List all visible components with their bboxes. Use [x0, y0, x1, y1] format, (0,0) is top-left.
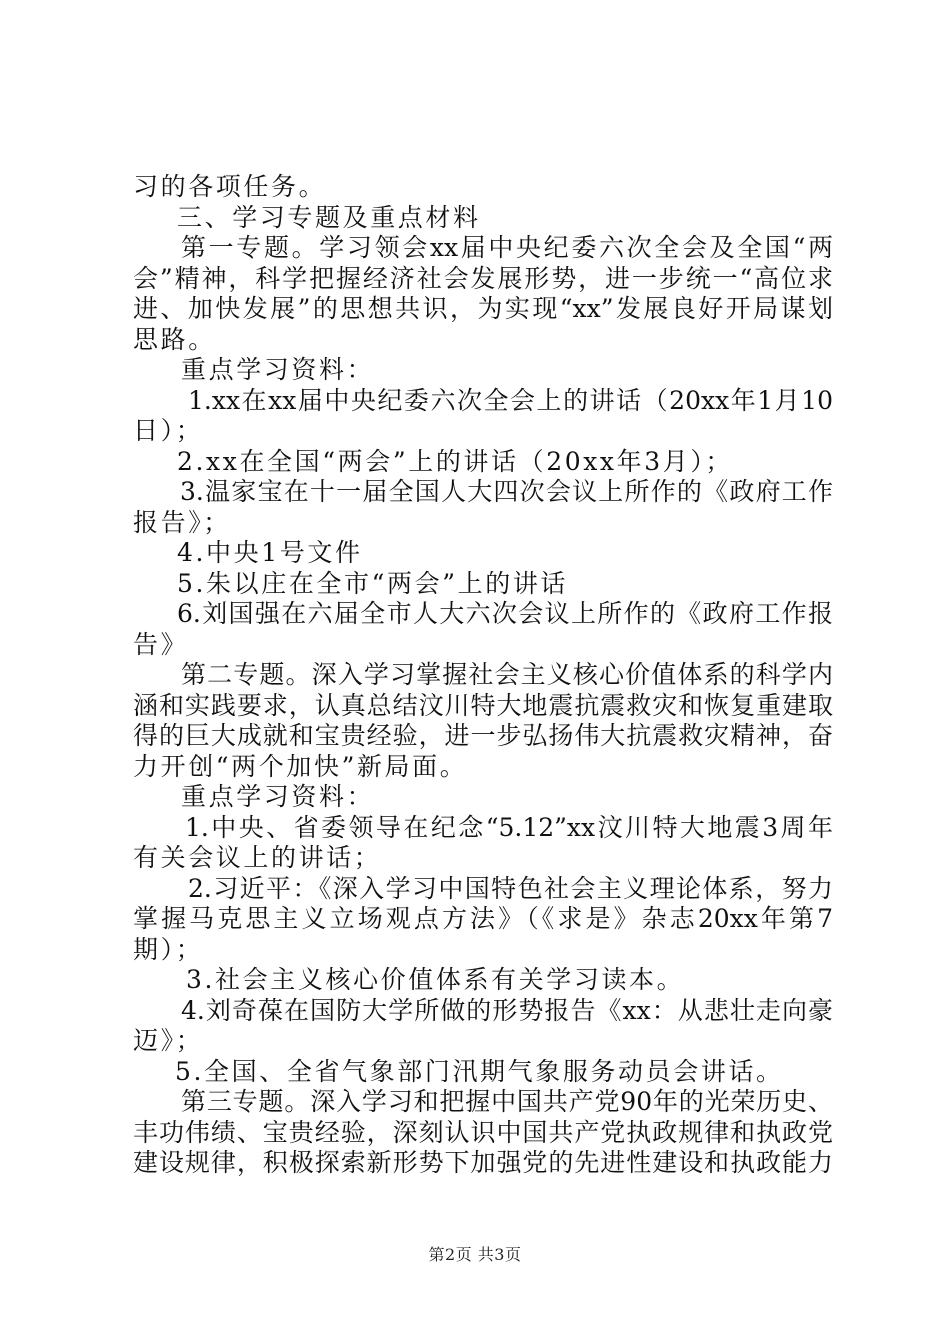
text-line: 第一专题。学习领会xx届中央纪委六次全会及全国“两	[181, 233, 833, 262]
text-line: 三、学习专题及重点材料	[177, 202, 481, 232]
text-line: 2.xx在全国“两会”上的讲话（20xx年3月）；	[177, 446, 734, 476]
text-line: 会”精神，科学把握经济社会发展形势，进一步统一“高位求	[133, 263, 833, 293]
text-line: 2.习近平：《深入学习中国特色社会主义理论体系，努力	[188, 873, 833, 903]
text-line: 习的各项任务。	[133, 172, 327, 201]
text-line: 5.全国、全省气象部门汛期气象服务动员会讲话。	[175, 1056, 784, 1086]
text-line: 4.中央1号文件	[177, 538, 363, 567]
text-line: 掌握马克思主义立场观点方法》（《求是》杂志20xx年第7	[133, 904, 833, 933]
text-line: 3.社会主义核心价值体系有关学习读本。	[186, 965, 685, 994]
text-line: 3.温家宝在十一届全国人大四次会议上所作的《政府工作	[180, 477, 833, 506]
text-line: 日）；	[133, 416, 204, 445]
text-line: 1.xx在xx届中央纪委六次全会上的讲话（20xx年1月10	[188, 385, 833, 415]
text-line: 涵和实践要求，认真总结汶川特大地震抗震救灾和恢复重建取	[133, 690, 833, 720]
text-line: 重点学习资料：	[181, 782, 375, 811]
text-line: 重点学习资料：	[181, 355, 375, 384]
text-line: 报告》；	[133, 507, 231, 537]
text-line: 建设规律，积极探索新形势下加强党的先进性建设和执政能力	[133, 1148, 833, 1177]
text-line: 丰功伟绩、宝贵经验，深刻认识中国共产党执政规律和执政党	[133, 1117, 833, 1147]
text-line: 进、加快发展”的思想共识，为实现“xx”发展良好开局谋划	[133, 294, 833, 323]
text-line: 4.刘奇葆在国防大学所做的形势报告《xx：从悲壮走向豪	[181, 995, 833, 1025]
text-line: 迈》；	[133, 1026, 204, 1055]
text-line: 6.刘国强在六届全市人大六次会议上所作的《政府工作报	[177, 599, 833, 628]
text-line: 第二专题。深入学习掌握社会主义核心价值体系的科学内	[181, 660, 833, 689]
text-line: 告》	[133, 629, 189, 659]
text-line: 有关会议上的讲话；	[133, 843, 382, 872]
text-line: 力开创“两个加快”新局面。	[133, 751, 468, 781]
document-body	[133, 172, 833, 1179]
text-line: 5.朱以庄在全市“两会”上的讲话	[177, 568, 569, 598]
text-line: 期）；	[133, 934, 204, 964]
page-footer: 第2页 共3页	[428, 1245, 522, 1264]
text-line: 第三专题。深入学习和把握中国共产党90年的光荣历史、	[181, 1087, 833, 1116]
text-line: 1.中央、省委领导在纪念“5.12”xx汶川特大地震3周年	[185, 812, 833, 842]
text-line: 得的巨大成就和宝贵经验，进一步弘扬伟大抗震救灾精神，奋	[133, 721, 833, 750]
text-line: 思路。	[133, 324, 216, 354]
